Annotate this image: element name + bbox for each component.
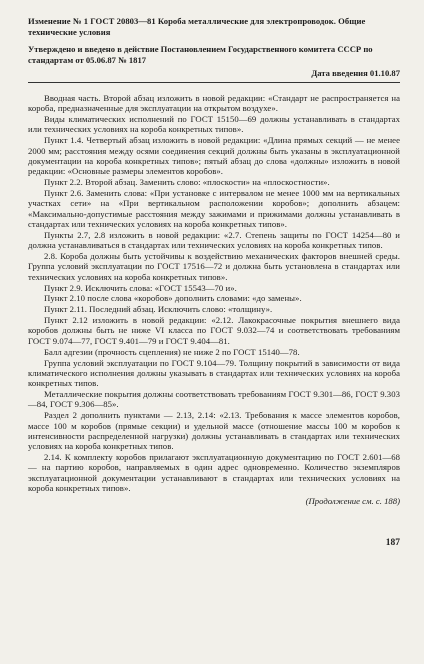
paragraph: Раздел 2 дополнить пунктами — 2.13, 2.14: «2.13. Требования к массе элементов коробов, массе 100 м коробов (прямые секции) и удельной массе (отношение массы 100 м коробов к интенсивности распределенной нагрузки) должны устанавливать в стандартах или технических условиях на короба конкретных типов. [28, 410, 400, 452]
page-number: 187 [385, 538, 400, 548]
paragraph: 2.8. Короба должны быть устойчивы к воздействию механических факторов внешней среды. Группа условий эксплуатации по ГОСТ 17516—72 и должна быть установлена в стандартах или технических условиях на короба конкретных типов». [28, 251, 400, 282]
document-title: Изменение № 1 ГОСТ 20803—81 Короба металлические для электропроводок. Общие технические условия [28, 16, 366, 37]
paragraph: Пункт 2.6. Заменить слова: «При установке с интервалом не менее 1000 мм на вертикальных участках сети» на «При вертикальном расположении коробов»; дополнить абзацем: «Максимально-допустимые расстояния между зажимами и прижимами должны устанавливать в стандартах или технических условиях на короба конкретных типов». [28, 188, 400, 229]
paragraph: Балл адгезии (прочность сцепления) не ниже 2 по ГОСТ 15140—78. [44, 346, 300, 357]
paragraph: Пункт 1.4. Четвертый абзац изложить в новой редакции: «Длина прямых секций — не менее 2000 мм; расстояния между осями соединения секций должны быть указаны в эксплуатационной документации на короба конкретных типов»; пятый абзац до слова «должны» изложить в новой редакции: «Основные размеры элементов коробов». [28, 135, 400, 177]
paragraph: Вводная часть. Второй абзац изложить в новой редакции: «Стандарт не распространяется на короба, предназначенные для эксплуатации на открытом воздухе». [28, 93, 400, 114]
continuation-note: (Продолжение см. с. 188) [305, 496, 400, 507]
paragraph: Металлические покрытия должны соответствовать требованиям ГОСТ 9.301—86, ГОСТ 9.303—84, ГОСТ 9.306—85». [28, 389, 400, 410]
header-divider [28, 82, 400, 83]
paragraph: Пункт 2.2. Второй абзац. Заменить слово: «плоскости» на «плоскостности». [44, 177, 330, 188]
paragraph: Пункт 2.11. Последний абзац. Исключить слово: «толщину». [44, 304, 273, 315]
paragraph: 2.14. К комплекту коробов прилагают эксплуатационную документацию по ГОСТ 2.601—68 — на партию коробов, направляемых в один адрес одновременно. Количество экземпляров эксплуатационной документации устанавливают в стандартах или технических условиях на короба конкретных типов». [28, 452, 400, 493]
paragraph: Пункт 2.10 после слова «коробов» дополнить словами: «до замены». [44, 293, 302, 304]
document-body [28, 93, 400, 493]
approval-statement: Утверждено и введено в действие Постановлением Государственного комитета СССР по стандартам от 05.06.87 № 1817 [28, 44, 373, 65]
paragraph: Пункты 2.7, 2.8 изложить в новой редакции: «2.7. Степень защиты по ГОСТ 14254—80 и должна устанавливаться в стандартах или технических условиях на короба конкретных типов. [28, 229, 400, 251]
paragraph: Пункт 2.9. Исключить слова: «ГОСТ 15543—70 и». [44, 282, 237, 293]
effective-date: Дата введения 01.10.87 [311, 68, 400, 78]
paragraph: Пункт 2.12 изложить в новой редакции: «2.12. Лакокрасочные покрытия внешнего вида коробов должны быть не ниже VI класса по ГОСТ 9.032—74 и соответствовать требованиям ГОСТ 9.074—77, ГОСТ 9.401—79 и ГОСТ 9.404—81. [28, 315, 400, 346]
paragraph: Группа условий эксплуатации по ГОСТ 9.104—79. Толщину покрытий в зависимости от вида климатического исполнения должны указывать в стандартах или технических условиях на короба конкретных типов. [28, 357, 400, 389]
paragraph: Виды климатических исполнений по ГОСТ 15150—69 должны устанавливать в стандартах или технических условиях на короба конкретных типов». [28, 114, 400, 135]
